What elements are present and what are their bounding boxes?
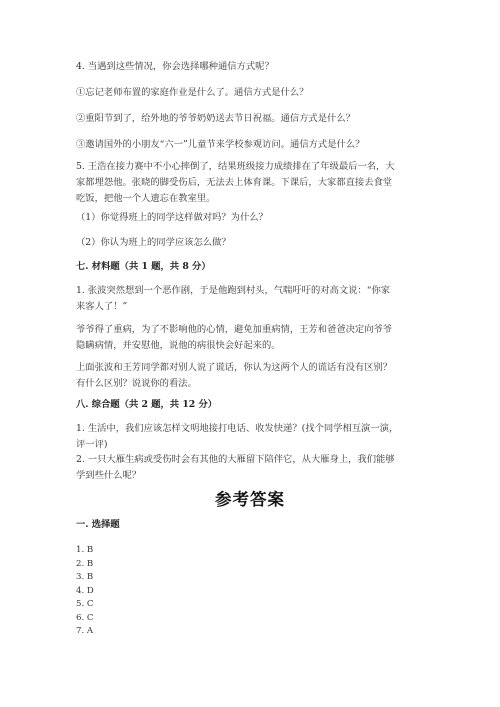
q4-option-1: ①忘记老师布置的家庭作业是什么了。通信方式是什么？	[76, 87, 309, 98]
answer-item: 4. D	[76, 585, 94, 596]
q4-option-2: ②重阳节到了，给外地的爷爷奶奶送去节日祝福。通信方式是什么？	[76, 113, 355, 124]
section-7-para-1: 1. 张波突然想到一个恶作剧，于是他跑到村头，气喘吁吁的对高文说：“你家 来客人了！”	[76, 285, 391, 312]
section-7-heading: 七. 材料题（共 1 题，共 8 分）	[76, 261, 211, 272]
answers-title: 参考答案	[215, 490, 285, 509]
q5-sub-2: （2）你认为班上的同学应该怎么做？	[76, 237, 231, 248]
q4-stem: 4. 当遇到这些情况，你会选择哪种通信方式呢？	[76, 61, 274, 72]
answers-section-1-heading: 一. 选择题	[76, 519, 120, 530]
section-8-heading: 八. 综合题（共 2 题，共 12 分）	[76, 399, 218, 410]
answer-item: 2. B	[76, 558, 94, 569]
answer-item: 1. B	[76, 545, 94, 555]
section-8-q2: 2. 一只大雁生病或受伤时会有其他的大雁留下陪伴它，从大雁身上，我们能够 学到些什么呢？	[76, 454, 395, 481]
answer-item: 3. B	[76, 572, 94, 582]
q5-stem: 5. 王浩在接力赛中不小心摔倒了，结果班级接力成绩排在了年级最后一名，大 家都埋怨他。张晓的脚受伤后，无法去上体育课。下课后，大家都直接去食堂 吃饭，把他一个人遗忘在教室里。	[76, 161, 395, 204]
q4-option-3: ③邀请国外的小朋友“六一”儿童节来学校参观访问。通信方式是什么？	[76, 139, 365, 150]
answer-item: 6. C	[76, 612, 94, 623]
section-7-para-3: 上面张波和王芳同学都对别人说了谎话，你认为这两个人的谎话有没有区别？ 有什么区别？说说你的看法。	[76, 362, 393, 389]
section-7-para-2: 爷爷得了重病，为了不影响他的心情，避免加重病情，王芳和爸爸决定向爷爷 隐瞒病情，并安慰他，说他的病很快会好起来的。	[76, 324, 393, 351]
q5-sub-1: （1）你觉得班上的同学这样做对吗？为什么？	[76, 212, 268, 223]
answer-item: 5. C	[76, 599, 94, 609]
section-8-q1: 1. 生活中，我们应该怎样文明地接打电话、收发快递？(找个同学相互演一演， 评一评)	[76, 423, 399, 450]
answer-item: 7. A	[76, 626, 94, 636]
